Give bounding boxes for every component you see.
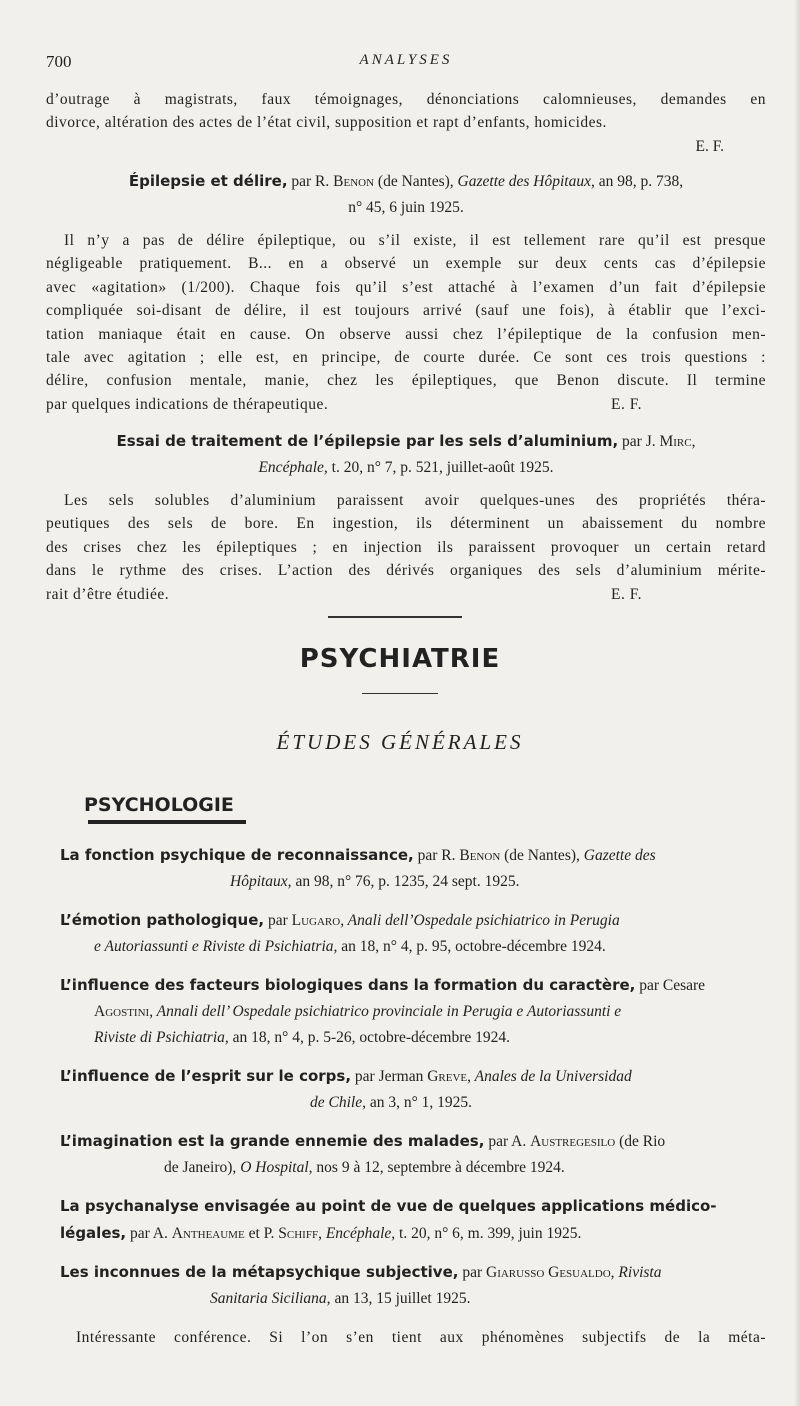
list-item [60,1128,766,1181]
author-name: Mirc, [659,433,696,450]
text-line: divorce, altération des actes de l’état civil, supposition et rapt d’enfants, homicides. [46,114,607,132]
source-journal: Rivista [614,1264,662,1281]
citation-text: par A. [484,1133,531,1150]
source-journal: Gazette des [583,847,656,864]
author-name: Greve, [427,1068,472,1085]
entry-title: La psychanalyse envisagée au point de vue de quelques applications médico- [60,1197,717,1215]
article-epilepsie-delire [46,168,766,416]
list-item [60,907,766,960]
page-number: 700 [46,52,72,71]
list-item [60,972,766,1051]
source-journal: Encéphale, [258,459,328,476]
entry-title: L’imagination est la grande ennemie des malades, [60,1132,485,1150]
text-line: Intéressante conférence. Si l’on s’en tient aux phénomènes subjectifs de la méta- [76,1329,766,1346]
citation-text: an 13, 15 juillet 1925. [330,1290,471,1307]
text-line: dans le rythme des crises. L’action des dérivés organiques des sels d’aluminium mérite- [46,562,766,580]
article-citation [46,168,766,221]
page-edge-shadow [794,0,800,1406]
author-name: Benon [459,847,501,864]
article-aluminium [46,428,766,606]
citation-text: an 98, n° 76, p. 1235, 24 sept. 1925. [291,873,520,890]
citation-text: par A. [126,1225,172,1242]
author-name: Austregesilo [530,1133,616,1150]
citation-text: t. 20, n° 7, p. 521, juillet-août 1925. [327,459,554,476]
text-line: avec «agitation» (1/200). Chaque fois qu’il s’est attaché à l’examen d’un fait d’épilepsie [46,278,766,296]
source-journal: e Autoriassunti e Riviste di Psichiatria, [94,938,338,955]
divider-rule [362,693,438,694]
text-span: par quelques indications de thérapeutique. [46,395,329,413]
entry-line [60,1155,565,1181]
entry-title: L’influence de l’esprit sur le corps, [60,1067,352,1085]
citation-text: par R. [287,173,334,190]
intro-paragraph [46,88,766,158]
source-journal: Annali dell’ Ospedale psichiatrico provinciale in Perugia e Autoriassunti e [153,1003,622,1020]
citation-text: (de Nantes), [374,173,458,190]
text-line: des crises chez les épileptiques ; en injection ils paraissent provoquer un certain retard [46,538,766,556]
article-title: Épilepsie et délire, [128,172,288,190]
source-journal: Sanitaria Siciliana, [210,1290,331,1307]
citation-text: par [458,1264,486,1281]
list-item [60,1063,766,1116]
citation-text: par R. [413,847,460,864]
signature: E. F. [695,137,724,155]
author-name: Agostini, [94,1003,154,1020]
running-title: ANALYSES [359,52,453,68]
entry-title: La fonction psychique de reconnaissance, [60,846,414,864]
citation-text: de Janeiro), [164,1159,241,1176]
section-subtitle: ÉTUDES GÉNÉRALES [276,730,524,754]
source-journal: Gazette des Hôpitaux, [457,173,595,190]
bibliography-list [46,842,766,1349]
citation-text: an 98, p. 738, [594,173,684,190]
text-line: peutiques des sels de bore. En ingestion, ils déterminent un abaissement du nombre [46,515,766,533]
citation-text: et P. [244,1225,279,1242]
section-title: PSYCHIATRIE [299,644,501,674]
source-journal: de Chile, [310,1094,366,1111]
page-header [46,52,766,76]
author-name: Benon [333,173,375,190]
text-line: d’outrage à magistrats, faux témoignages, dénonciations calomnieuses, demandes en [46,91,766,108]
signature: E. F. [611,395,642,413]
text-line: négligeable pratiquement. B... en a observé un exemple sur deux cents cas d’épilepsie [46,255,766,273]
citation-text: an 3, n° 1, 1925. [365,1094,473,1111]
citation-text: par J. [618,433,660,450]
entry-line [60,1090,472,1116]
article-title: Essai de traitement de l’épilepsie par les sels d’aluminium, [116,432,619,450]
citation-text: (de Rio [615,1133,666,1150]
signature: E. F. [611,585,642,603]
subsection-heading: PSYCHOLOGIE [84,794,234,816]
entry-line [60,999,621,1025]
article-body [46,489,766,606]
author-name: Giarusso Gesualdo, [486,1264,615,1281]
heading-underline [88,820,246,824]
article-citation [46,428,766,481]
text-line: tation maniaque était en cause. On observe aussi chez l’épileptique de la confusion men- [46,325,766,343]
citation-text: t. 20, n° 6, m. 399, juin 1925. [395,1225,582,1242]
entry-title: L’émotion pathologique, [60,911,265,929]
author-name: Antheaume [171,1225,245,1242]
author-name: Lugaro, [291,912,345,929]
text-line [46,583,766,606]
text-line: tale avec agitation ; elle est, en principe, de courte durée. Ce sont ces trois questions : [46,349,766,367]
source-journal: Anales de la Universidad [471,1068,632,1085]
entry-title: légales, [60,1224,127,1242]
text-span: rait d’être étudiée. [46,585,170,603]
entry-line [60,934,606,960]
source-journal: Anali dell’Ospedale psichiatrico in Perugia [344,912,620,929]
text-line [46,393,766,416]
citation-text: an 18, n° 4, p. 95, octobre-décembre 1924. [337,938,606,955]
text-line: Il n’y a pas de délire épileptique, ou s’il existe, il est tellement rare qu’il est presque [64,232,766,249]
citation-text: n° 45, 6 juin 1925. [348,199,464,216]
entry-line [60,1025,510,1051]
source-journal: O Hospital, [240,1159,313,1176]
source-journal: Riviste di Psichiatria, [94,1029,229,1046]
citation-text: an 18, n° 4, p. 5-26, octobre-décembre 1924. [228,1029,510,1046]
entry-line [60,1286,470,1312]
source-journal: Hôpitaux, [230,873,292,890]
source-journal: Encéphale, [321,1225,396,1242]
entry-title: L’influence des facteurs biologiques dans la formation du caractère, [60,976,636,994]
text-line: Les sels solubles d’aluminium paraissent avoir quelques-unes des propriétés théra- [64,492,766,509]
list-item [60,1193,766,1247]
list-item [60,842,766,895]
author-name: Schiff, [278,1225,322,1242]
citation-text: nos 9 à 12, septembre à décembre 1924. [312,1159,565,1176]
divider-rule [328,616,462,618]
article-body [46,229,766,416]
entry-line [60,869,519,895]
text-line: délire, confusion mentale, manie, chez les épileptiques, que Benon discute. Il termine [46,372,766,390]
list-item [60,1259,766,1312]
citation-text: par Jerman [351,1068,428,1085]
citation-text: (de Nantes), [500,847,584,864]
citation-text: par [264,912,292,929]
citation-text: par Cesare [635,977,706,994]
text-line: compliquée soi-disant de délire, il est toujours arrivé (sauf une fois), à établir que l’exci- [46,302,766,320]
entry-title: Les inconnues de la métapsychique subjective, [60,1263,459,1281]
